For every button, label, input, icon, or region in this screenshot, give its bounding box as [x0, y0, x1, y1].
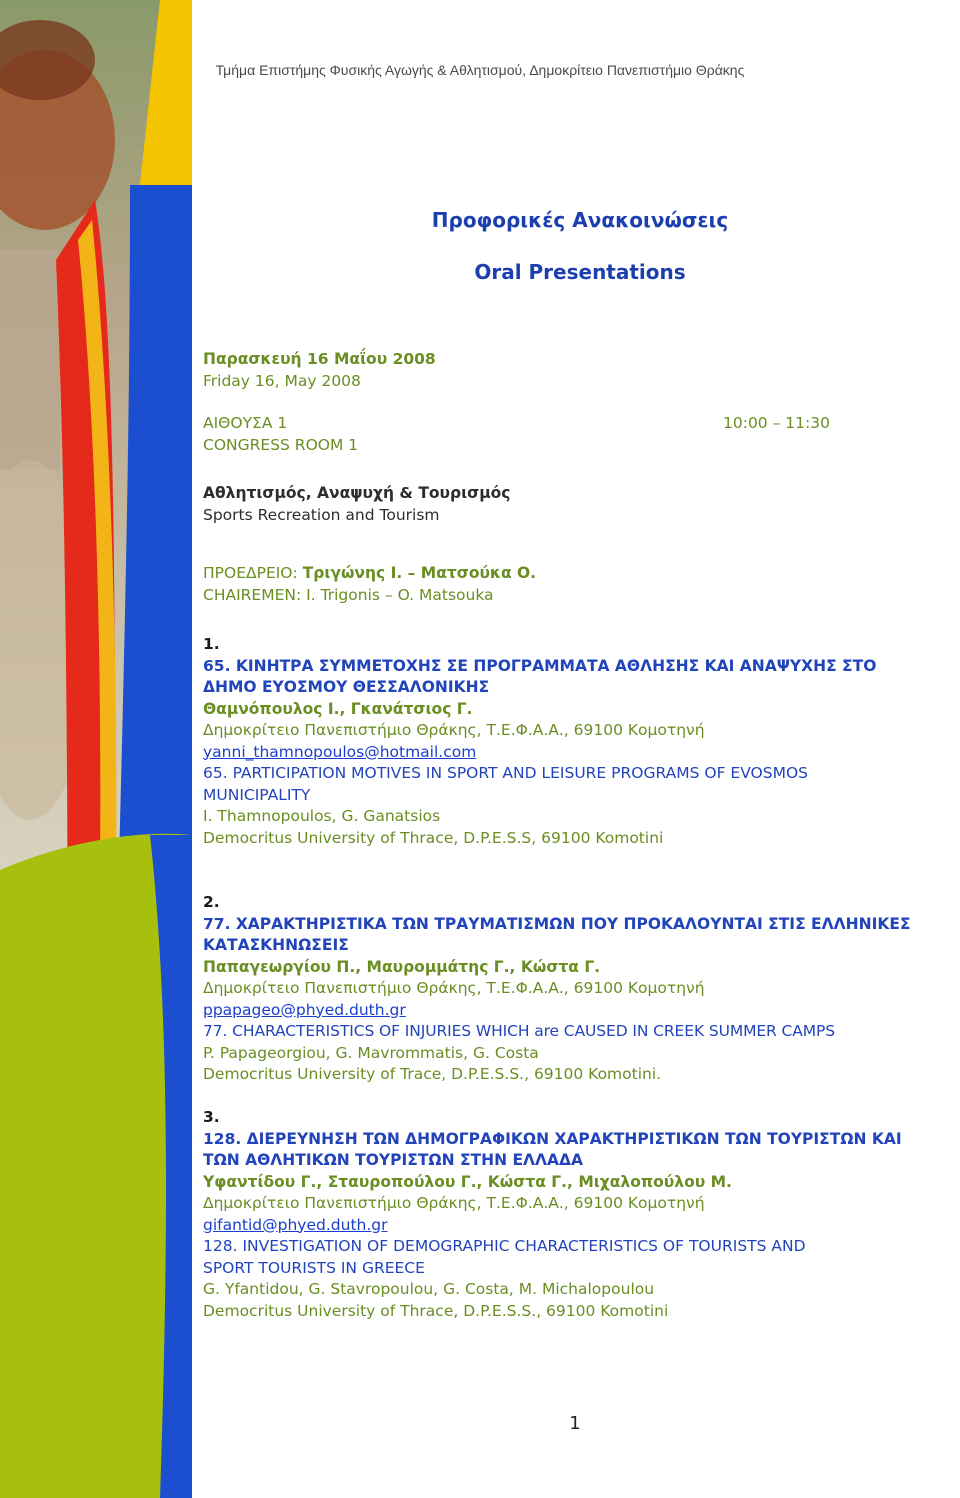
paper-title-en: SPORT TOURISTS IN GREECE [203, 1258, 425, 1277]
paper-title-gr: ΚΑΤΑΣΚΗΝΩΣΕΙΣ [203, 936, 349, 954]
chairs-greek-names: Τριγώνης Ι. – Ματσούκα Ο. [302, 564, 537, 582]
session-english: Sports Recreation and Tourism [203, 505, 440, 524]
page-header: Τμήμα Επιστήμης Φυσικής Αγωγής & Αθλητισμού, Δημοκρίτειο Πανεπιστήμιο Θράκης [215, 62, 745, 78]
paper-affiliation-en: Democritus University of Thrace, D.P.E.S.S., 69100 Komotini [203, 1301, 669, 1320]
paper-title-en: 65. PARTICIPATION MOTIVES IN SPORT AND LEISURE PROGRAMS OF EVOSMOS [203, 764, 808, 782]
date-english: Friday 16, May 2008 [203, 371, 361, 390]
paper-title-gr: 77. ΧΑΡΑΚΤΗΡΙΣΤΙΚΑ ΤΩΝ ΤΡΑΥΜΑΤΙΣΜΩΝ ΠΟΥ ΠΡΟΚΑΛΟΥΝΤΑΙ ΣΤΙΣ ΕΛΛΗΝΙΚΕΣ [203, 914, 911, 933]
chairs-english [203, 585, 960, 607]
paper-title-gr: 128. ΔΙΕΡΕΥΝΗΣΗ ΤΩΝ ΔΗΜΟΓΡΑΦΙΚΩΝ ΧΑΡΑΚΤΗΡΙΣΤΙΚΩΝ ΤΩΝ ΤΟΥΡΙΣΤΩΝ ΚΑΙ [203, 1129, 902, 1148]
paper-entry [203, 634, 960, 849]
session-info [203, 349, 960, 606]
paper-authors-gr: Παπαγεωργίου Π., Μαυρομμάτης Γ., Κώστα Γ. [203, 957, 601, 976]
paper-email-link[interactable]: ppapageo@phyed.duth.gr [203, 1000, 406, 1019]
chairs-english-names: I. Trigonis – O. Matsouka [306, 585, 494, 604]
paper-title-en: 77. CHARACTERISTICS OF INJURIES WHICH are CAUSED IN CREEK SUMMER CAMPS [203, 1022, 836, 1040]
paper-authors-en: P. Papageorgiou, G. Mavrommatis, G. Costa [203, 1043, 539, 1062]
paper-title-en: 128. INVESTIGATION OF DEMOGRAPHIC CHARACTERISTICS OF TOURISTS AND [203, 1237, 806, 1255]
paper-number: 3. [203, 1108, 220, 1126]
paper-number: 1. [203, 635, 220, 653]
paper-title-gr: ΔΗΜΟ ΕΥΟΣΜΟΥ ΘΕΣΣΑΛΟΝΙΚΗΣ [203, 678, 490, 696]
paper-authors-gr: Θαμνόπουλος Ι., Γκανάτσιος Γ. [203, 699, 473, 718]
paper-affiliation-gr: Δημοκρίτειο Πανεπιστήμιο Θράκης, Τ.Ε.Φ.Α.Α., 69100 Κομοτηνή [203, 1194, 705, 1212]
banner-graphic [0, 0, 192, 1498]
room-english: CONGRESS ROOM 1 [203, 435, 359, 454]
paper-email-link[interactable]: gifantid@phyed.duth.gr [203, 1215, 388, 1234]
paper-entry [203, 1107, 960, 1322]
room-greek: ΑΙΘΟΥΣΑ 1 [203, 414, 288, 432]
paper-title-gr: 65. ΚΙΝΗΤΡΑ ΣΥΜΜΕΤΟΧΗΣ ΣΕ ΠΡΟΓΡΑΜΜΑΤΑ ΑΘΛΗΣΗΣ ΚΑΙ ΑΝΑΨΥΧΗΣ ΣΤΟ [203, 656, 877, 675]
decorative-side-banner [0, 0, 192, 1498]
paper-title-en: MUNICIPALITY [203, 785, 311, 804]
chairs-greek [203, 563, 960, 585]
chairs-english-label: CHAIREMEN: [203, 585, 307, 604]
session-time: 10:00 – 11:30 [723, 414, 830, 432]
paper-email-link[interactable]: yanni_thamnopoulos@hotmail.com [203, 742, 477, 761]
title-english: Oral Presentations [474, 260, 686, 284]
paper-authors-gr: Υφαντίδου Γ., Σταυροπούλου Γ., Κώστα Γ., Μιχαλοπούλου Μ. [203, 1172, 732, 1191]
paper-number: 2. [203, 893, 220, 911]
paper-entry [203, 892, 960, 1086]
paper-affiliation-en: Democritus University of Trace, D.P.E.S.S., 69100 Komotini. [203, 1065, 662, 1083]
paper-affiliation-gr: Δημοκρίτειο Πανεπιστήμιο Θράκης, Τ.Ε.Φ.Α.Α., 69100 Κομοτηνή [203, 721, 705, 739]
paper-authors-en: G. Yfantidou, G. Stavropoulou, G. Costa, M. Michalopoulou [203, 1280, 655, 1298]
paper-authors-en: I. Thamnopoulos, G. Ganatsios [203, 807, 441, 825]
paper-affiliation-gr: Δημοκρίτειο Πανεπιστήμιο Θράκης, Τ.Ε.Φ.Α.Α., 69100 Κομοτηνή [203, 979, 705, 997]
paper-affiliation-en: Democritus University of Thrace, D.P.E.S.S, 69100 Komotini [203, 828, 664, 847]
paper-title-gr: ΤΩΝ ΑΘΛΗΤΙΚΩΝ ΤΟΥΡΙΣΤΩΝ ΣΤΗΝ ΕΛΛΑΔΑ [203, 1151, 584, 1169]
page-number: 1 [569, 1413, 581, 1434]
date-greek: Παρασκευή 16 Μαΐου 2008 [203, 350, 436, 368]
chairs-greek-label: ΠΡΟΕΔΡΕΙΟ: [203, 564, 303, 582]
title-greek: Προφορικές Ανακοινώσεις [431, 208, 729, 232]
room-line [203, 413, 960, 435]
session-greek: Αθλητισμός, Αναψυχή & Τουρισμός [203, 484, 511, 502]
